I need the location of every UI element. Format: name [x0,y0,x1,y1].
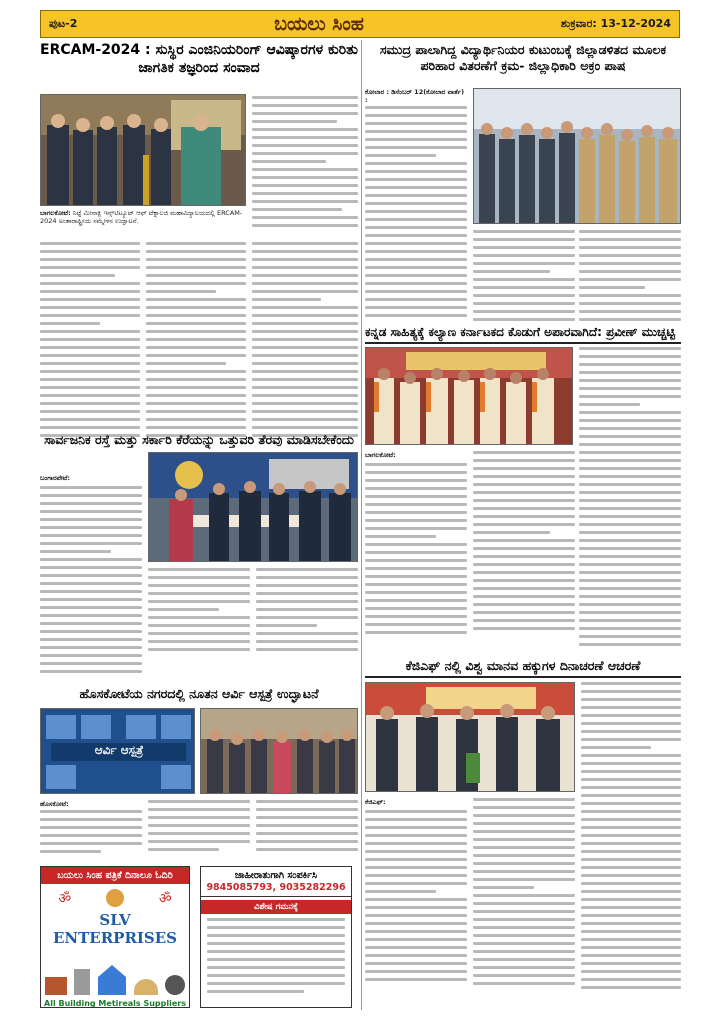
masthead [40,10,680,38]
page-number: ಪುಟ-2 [49,17,78,30]
article-kannada-literature-body-left [365,463,467,639]
article-compensation-body-mid [473,230,575,326]
ad-slv-enterprises [40,866,190,1008]
sand-icon [134,979,158,995]
article-ercam-caption [40,209,246,226]
article-encroachment-dateline: ಬಂಗಾರಪೇಟೆ: [40,474,70,482]
article-human-rights-body-side [581,682,681,994]
article-ercam [40,42,358,445]
article-ercam-body-far [252,242,358,442]
newspaper-title: ಬಯಲು ಸಿಂಹ [274,13,364,35]
article-ercam-photo [40,94,246,206]
article-ercam-body-right [252,96,358,232]
article-hospital-photo-people [200,708,358,794]
ad-slv-products [41,951,189,995]
article-kannada-literature [365,325,681,653]
article-encroachment-body-right [256,568,358,656]
article-encroachment-headline: ಸಾರ್ವಜನಿಕ ರಸ್ತೆ ಮತ್ತು ಸರ್ಕಾರಿ ಕೆರೆಯನ್ನು ಒತ್ತುವರಿ ತೆರವು ಮಾಡಿಸಬೇಕೆಂದು [44,432,354,447]
article-kannada-literature-dateline: ಬಾಗಲಕೋಟೆ: [365,451,396,459]
om-icon-right: ॐ [158,890,172,907]
column-divider [361,40,362,1010]
ad-notice-body [201,914,351,993]
article-ercam-body-left [40,242,140,442]
article-compensation-body-left [365,106,467,322]
article-compensation-body-right [579,230,681,326]
article-ercam-body-mid [146,242,246,442]
house-icon [98,965,126,995]
article-hospital-body-right [256,800,358,856]
article-ercam-headline: ERCAM-2024 : ಸುಸ್ಥಿರ ಎಂಜಿನಿಯರಿಂಗ್ ಆವಿಷ್ಕಾರಗಳ ಕುರಿತು ಜಾಗತಿಕ ತಜ್ಞರಿಂದ ಸಂವಾದ [40,42,358,76]
article-human-rights-headline: ಕೆಜಿಎಫ್ ನಲ್ಲಿ ವಿಶ್ವ ಮಾನವ ಹಕ್ಕುಗಳ ದಿನಾಚರಣೆ ಆಚರಣೆ [365,658,681,678]
ad-slv-tagline: All Building Metireals Suppliers [44,999,186,1008]
article-kannada-literature-body-mid [473,451,575,635]
article-kannada-literature-photo [365,347,573,445]
ad-contact-title: ಜಾಹೀರಾತುಗಾಗಿ ಸಂಪರ್ಕಿಸಿ [234,870,318,881]
article-compensation-photo [473,88,681,224]
om-icon: ॐ [58,890,72,907]
article-hospital-photo-building [40,708,195,794]
article-compensation-headline: ಸಮುದ್ರ ಪಾಲಾಗಿದ್ದ ವಿದ್ಯಾರ್ಥಿನಿಯರ ಕುಟುಂಬಕ್ಕೆ ಜಿಲ್ಲಾಡಳಿತದ ಮೂಲಕ ಪರಿಹಾರ ವಿತರಣೆಗೆ ಕ್ರಮ- ಜಿಲ್ಲಾಧಿಕಾರಿ ಅಕ್ರಂ ಪಾಷ [379,42,667,73]
article-encroachment-body-left [40,486,142,678]
article-hospital-headline: ಹೊಸಕೋಟೆಯ ನಗರದಲ್ಲಿ ನೂತನ ಆರ್ವಿ ಆಸ್ಪತ್ರೆ ಉದ್ಘಾಟನೆ [79,686,319,701]
caption-lead: ಬಾಗಲಕೋಟೆ: [40,209,71,217]
article-human-rights [365,658,681,1008]
article-human-rights-photo [365,682,575,792]
article-human-rights-body-left [365,810,467,986]
article-kannada-literature-body-side [579,347,681,651]
bricks-icon [45,977,67,995]
caption-text: ನಿಟ್ಟೆ ಮೀನಾಕ್ಷಿ ಇನ್ಸ್‌ಟಿಟ್ಯೂಟ್ ಆಫ್ ಟೆಕ್ನಾಲಜಿ ಮಹಾವಿದ್ಯಾಲಯದಲ್ಲಿ ERCAM-2024 ಅಂತಾರಾಷ್ಟ್ರೀಯ ಸಮ್ಮೇಳನ ಉದ್ಘಾಟನೆ. [40,209,243,226]
article-human-rights-body-mid [473,798,575,990]
deity-icon [106,889,124,907]
article-compensation [365,42,681,342]
ad-contact-phones: 9845085793, 9035282296 [201,882,351,897]
cement-icon [74,969,90,995]
hospital-sign-text: ಆರ್ವಿ ಆಸ್ಪತ್ರೆ [94,743,144,757]
article-encroachment-photo [148,452,358,562]
ad-notice-title: ವಿಶೇಷ ಗಮನಕ್ಕೆ [201,900,351,914]
stone-icon [165,975,185,995]
ad-slv-logo-row [41,887,189,909]
article-hospital-dateline: ಹೊಸಕೋಟೆ: [40,800,69,808]
article-human-rights-dateline: ಕೆಜಿಎಫ್: [365,798,386,806]
article-encroachment [40,432,358,682]
article-hospital [40,686,358,858]
issue-date: ಶುಕ್ರವಾರ: 13-12-2024 [560,17,671,30]
article-compensation-dateline: ಕೋಲಾರ : ಡಿಸೆಂಬರ್ 12(ಕೋಲಾರ ವಾರ್ತೆ) : [365,88,465,105]
ad-slv-brand: SLV ENTERPRISES [52,911,178,947]
ad-slv-top-banner: ಬಯಲು ಸಿಂಹ ಪತ್ರಿಕೆ ದಿನಾಲೂ ಓದಿರಿ [41,867,189,884]
article-kannada-literature-headline: ಕನ್ನಡ ಸಾಹಿತ್ಯಕ್ಕೆ ಕಲ್ಯಾಣ ಕರ್ನಾಟಕದ ಕೊಡುಗೆ ಅಪಾರವಾಗಿದೆ: ಪ್ರವೀಣ್ ಮುಚ್ಚಟ್ಟಿ [365,325,681,344]
article-hospital-body-left [40,810,142,858]
ad-contact [200,866,352,1008]
article-hospital-body-mid [148,800,250,856]
article-encroachment-body-mid [148,568,250,656]
